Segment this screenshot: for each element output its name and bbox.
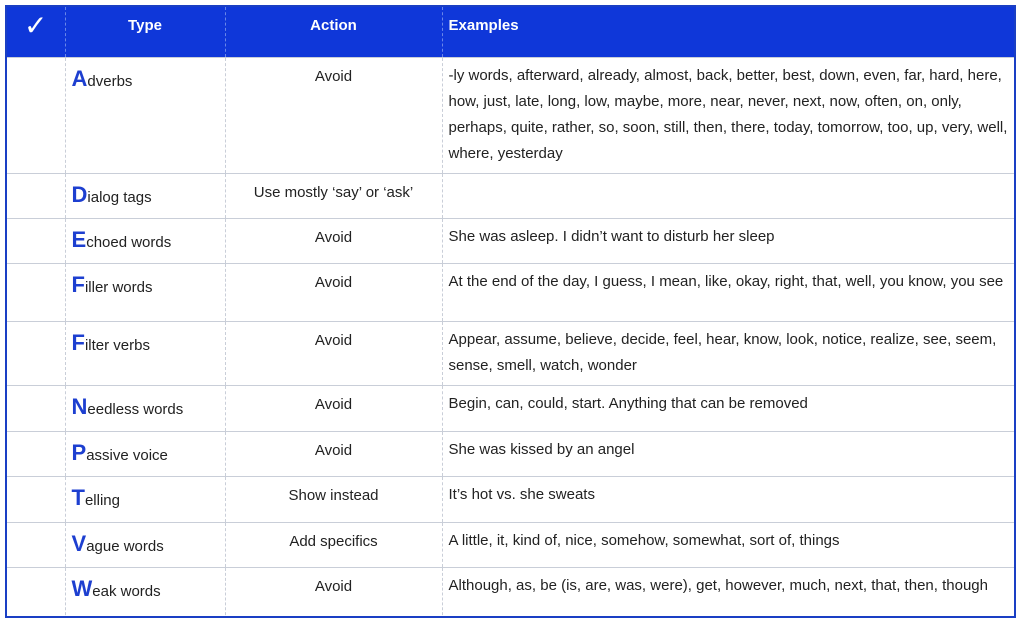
type-initial: A [71, 65, 88, 91]
header-row [7, 7, 1014, 57]
table-row [7, 263, 1014, 321]
type-cell [65, 263, 225, 321]
type-initial: F [71, 329, 85, 355]
check-cell[interactable] [7, 476, 65, 522]
writing-checklist-table [5, 5, 1016, 618]
check-cell[interactable] [7, 57, 65, 173]
examples-cell: It’s hot vs. she sweats [448, 485, 595, 503]
type-cell [65, 522, 225, 567]
action-cell: Avoid [225, 218, 442, 263]
type-rest: elling [84, 491, 120, 509]
type-rest: eedless words [87, 400, 184, 418]
header-type: Type [65, 7, 225, 57]
action-cell: Avoid [225, 57, 442, 173]
type-cell [65, 173, 225, 218]
type-cell [65, 431, 225, 476]
type-initial: P [71, 439, 87, 465]
type-initial: E [71, 226, 87, 252]
type-rest: assive voice [86, 446, 168, 464]
checklist-table [7, 7, 1014, 618]
examples-cell [442, 173, 1014, 218]
check-cell[interactable] [7, 385, 65, 431]
examples-cell: Appear, assume, believe, decide, feel, hear, know, look, notice, realize, see, seem, sense, smell, watch, wonder [448, 330, 997, 374]
type-rest: dverbs [87, 72, 133, 90]
check-cell[interactable] [7, 218, 65, 263]
type-initial: W [71, 575, 93, 601]
check-cell[interactable] [7, 321, 65, 385]
table-row [7, 57, 1014, 173]
type-initial: D [71, 181, 88, 207]
examples-cell: She was kissed by an angel [448, 440, 635, 458]
examples-cell: Begin, can, could, start. Anything that can be removed [448, 394, 808, 412]
action-cell: Avoid [225, 567, 442, 618]
type-cell [65, 218, 225, 263]
action-cell: Avoid [225, 431, 442, 476]
type-rest: ague words [86, 537, 164, 555]
check-cell[interactable] [7, 173, 65, 218]
check-cell[interactable] [7, 567, 65, 618]
check-cell[interactable] [7, 522, 65, 567]
table-row [7, 321, 1014, 385]
action-cell: Show instead [225, 476, 442, 522]
table-row [7, 567, 1014, 618]
header-action: Action [225, 7, 442, 57]
table-row [7, 476, 1014, 522]
examples-cell: She was asleep. I didn’t want to disturb her sleep [448, 227, 775, 245]
check-mark-icon: ✓ [7, 7, 65, 57]
table-row [7, 173, 1014, 218]
type-rest: eak words [92, 582, 161, 600]
type-rest: iller words [84, 278, 153, 296]
type-initial: N [71, 393, 88, 419]
action-cell: Avoid [225, 321, 442, 385]
action-cell: Avoid [225, 263, 442, 321]
type-cell [65, 476, 225, 522]
type-cell [65, 321, 225, 385]
type-rest: choed words [86, 233, 172, 251]
type-cell [65, 567, 225, 618]
table-row [7, 522, 1014, 567]
examples-cell: At the end of the day, I guess, I mean, like, okay, right, that, well, you know, you see [448, 272, 1004, 290]
action-cell: Add specifics [225, 522, 442, 567]
type-initial: V [71, 530, 87, 556]
type-initial: T [71, 484, 85, 510]
table-row [7, 218, 1014, 263]
action-cell: Use mostly ‘say’ or ‘ask’ [225, 173, 442, 218]
check-cell[interactable] [7, 263, 65, 321]
type-cell [65, 385, 225, 431]
action-cell: Avoid [225, 385, 442, 431]
examples-cell: A little, it, kind of, nice, somehow, somewhat, sort of, things [448, 531, 840, 549]
table-row [7, 431, 1014, 476]
header-examples: Examples [448, 17, 519, 34]
type-rest: ialog tags [87, 188, 152, 206]
check-cell[interactable] [7, 431, 65, 476]
type-initial: F [71, 271, 85, 297]
type-rest: ilter verbs [84, 336, 150, 354]
examples-cell: -ly words, afterward, already, almost, back, better, best, down, even, far, hard, here, how, just, late, long, low, maybe, more, near, never, next, now, often, on, only, perhaps, quite, rather, so, soon, still, then, there, today, tomorrow, too, up, very, well, where, yesterday [448, 66, 1008, 162]
table-row [7, 385, 1014, 431]
type-cell [65, 57, 225, 173]
examples-cell: Although, as, be (is, are, was, were), get, however, much, next, that, then, though [448, 576, 988, 594]
